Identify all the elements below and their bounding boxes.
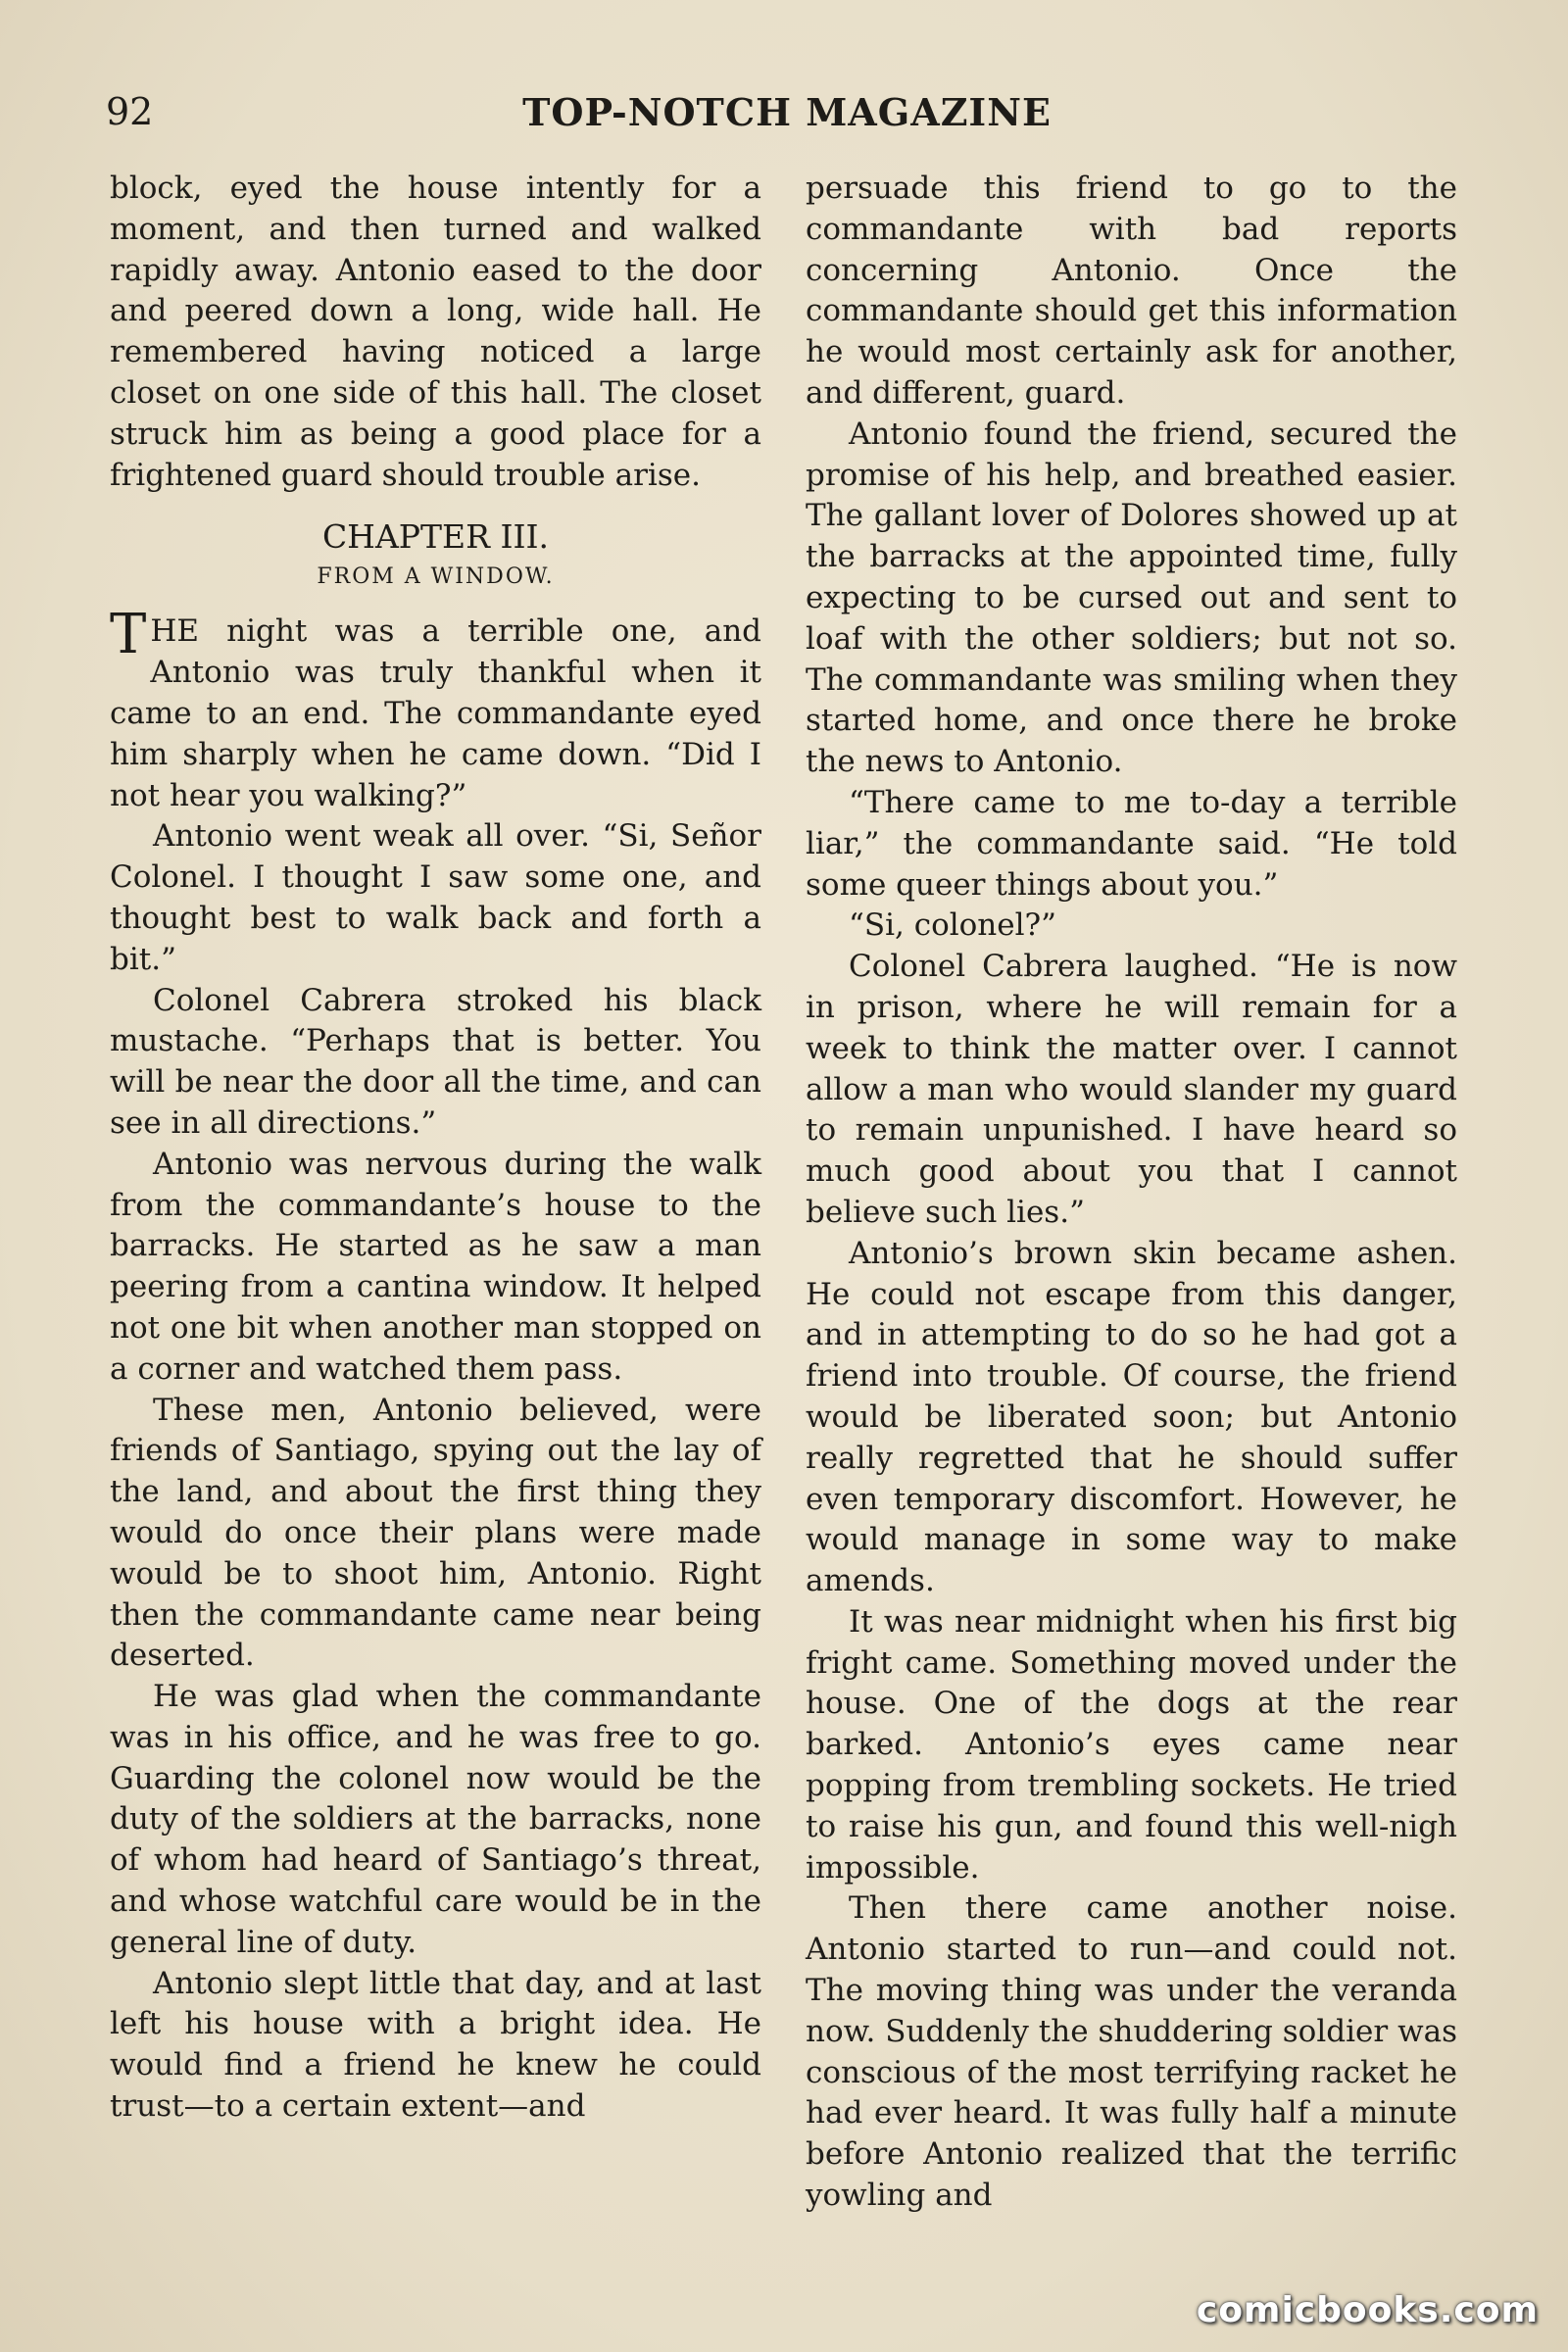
paragraph: Antonio’s brown skin became ashen. He could not escape from this danger, and in attempting to do so he had got a friend into trouble. Of course, the friend would be liberated soon; but Antonio really regretted that he should suffer even temporary discomfort. However, he would manage in some way to make amends.: [806, 1235, 1457, 1599]
paragraph: Antonio slept little that day, and at last left his house with a bright idea. He would find a friend he knew he could trust—to a certain extent—and: [110, 1965, 761, 2125]
continued-paragraph: persuade this friend to go to the commandante with bad reports concerning Antonio. Once the commandante should get this information he would most certainly ask for another, and different, guard.: [806, 171, 1457, 411]
paragraph: Then there came another noise. Antonio started to run—and could not. The moving thing was under the veranda now. Suddenly the shuddering soldier was conscious of the most terrifying racket he had ever heard. It was fully half a minute before Antonio realized that the terrific yowling and: [806, 1890, 1457, 2214]
site-watermark: comicbooks.com: [1196, 2290, 1539, 2330]
drop-initial: T: [110, 603, 147, 667]
running-title: TOP-NOTCH MAGAZINE: [522, 90, 1052, 134]
left-column: [110, 169, 761, 2128]
paragraph: Colonel Cabrera laughed. “He is now in prison, where he will remain for a week to think the matter over. I cannot allow a man who would slander my guard to remain unpunished. I have heard so much good about you that I cannot believe such lies.”: [806, 949, 1457, 1230]
paragraph: “There came to me to-day a terrible liar,” the commandante said. “He told some queer things about you.”: [806, 784, 1457, 903]
right-column: [806, 169, 1457, 2217]
continued-paragraph: block, eyed the house intently for a moment, and then turned and walked rapidly away. Antonio eased to the door and peered down a long, wide hall. He remembered having noticed a large closet on one side of this hall. The closet struck him as being a good place for a frightened guard should trouble arise.: [110, 171, 761, 493]
chapter-opening-paragraph: [110, 603, 761, 816]
page-number: 92: [106, 90, 154, 133]
chapter-subtitle: FROM A WINDOW.: [317, 564, 555, 590]
paragraph: Antonio found the friend, secured the promise of his help, and breathed easier. The gallant lover of Dolores showed up at the barracks at the appointed time, fully expecting to be cursed out and sent to loaf with the other soldiers; but not so. The commandante was smiling when they started home, and once there he broke the news to Antonio.: [806, 416, 1457, 780]
page-header: [106, 90, 1468, 149]
paragraph: These men, Antonio believed, were friends of Santiago, spying out the lay of the land, and about the first thing they would do once their plans were made would be to shoot him, Antonio. Right then the commandante came near being deserted.: [110, 1392, 761, 1674]
paragraph: Antonio was nervous during the walk from the commandante’s house to the barracks. He started as he saw a man peering from a cantina window. It helped not one bit when another man stopped on a corner and watched them pass.: [110, 1146, 761, 1387]
chapter-title: CHAPTER III.: [321, 517, 550, 557]
paragraph: “Si, colonel?”: [849, 907, 1057, 944]
paragraph: He was glad when the commandante was in his office, and he was free to go. Guarding the colonel now would be the duty of the soldiers at the barracks, none of whom had heard of Santiago’s threat, and whose watchful care would be in the general line of duty.: [110, 1679, 761, 1960]
paragraph: It was near midnight when his first big fright came. Something moved under the house. One of the dogs at the rear barked. Antonio’s eyes came near popping from trembling sockets. He tried to raise his gun, and found this well-nigh impossible.: [806, 1603, 1457, 1886]
paragraph: Antonio went weak all over. “Si, Señor Colonel. I thought I saw some one, and thought best to walk back and forth a bit.”: [110, 818, 761, 977]
chapter-opening-text: HE night was a terrible one, and Antonio was truly thankful when it came to an end. The commandante eyed him sharply when he came down. “Did I not hear you walking?”: [110, 613, 761, 813]
paragraph: Colonel Cabrera stroked his black mustache. “Perhaps that is better. You will be near the door all the time, and can see in all directions.”: [110, 982, 761, 1141]
